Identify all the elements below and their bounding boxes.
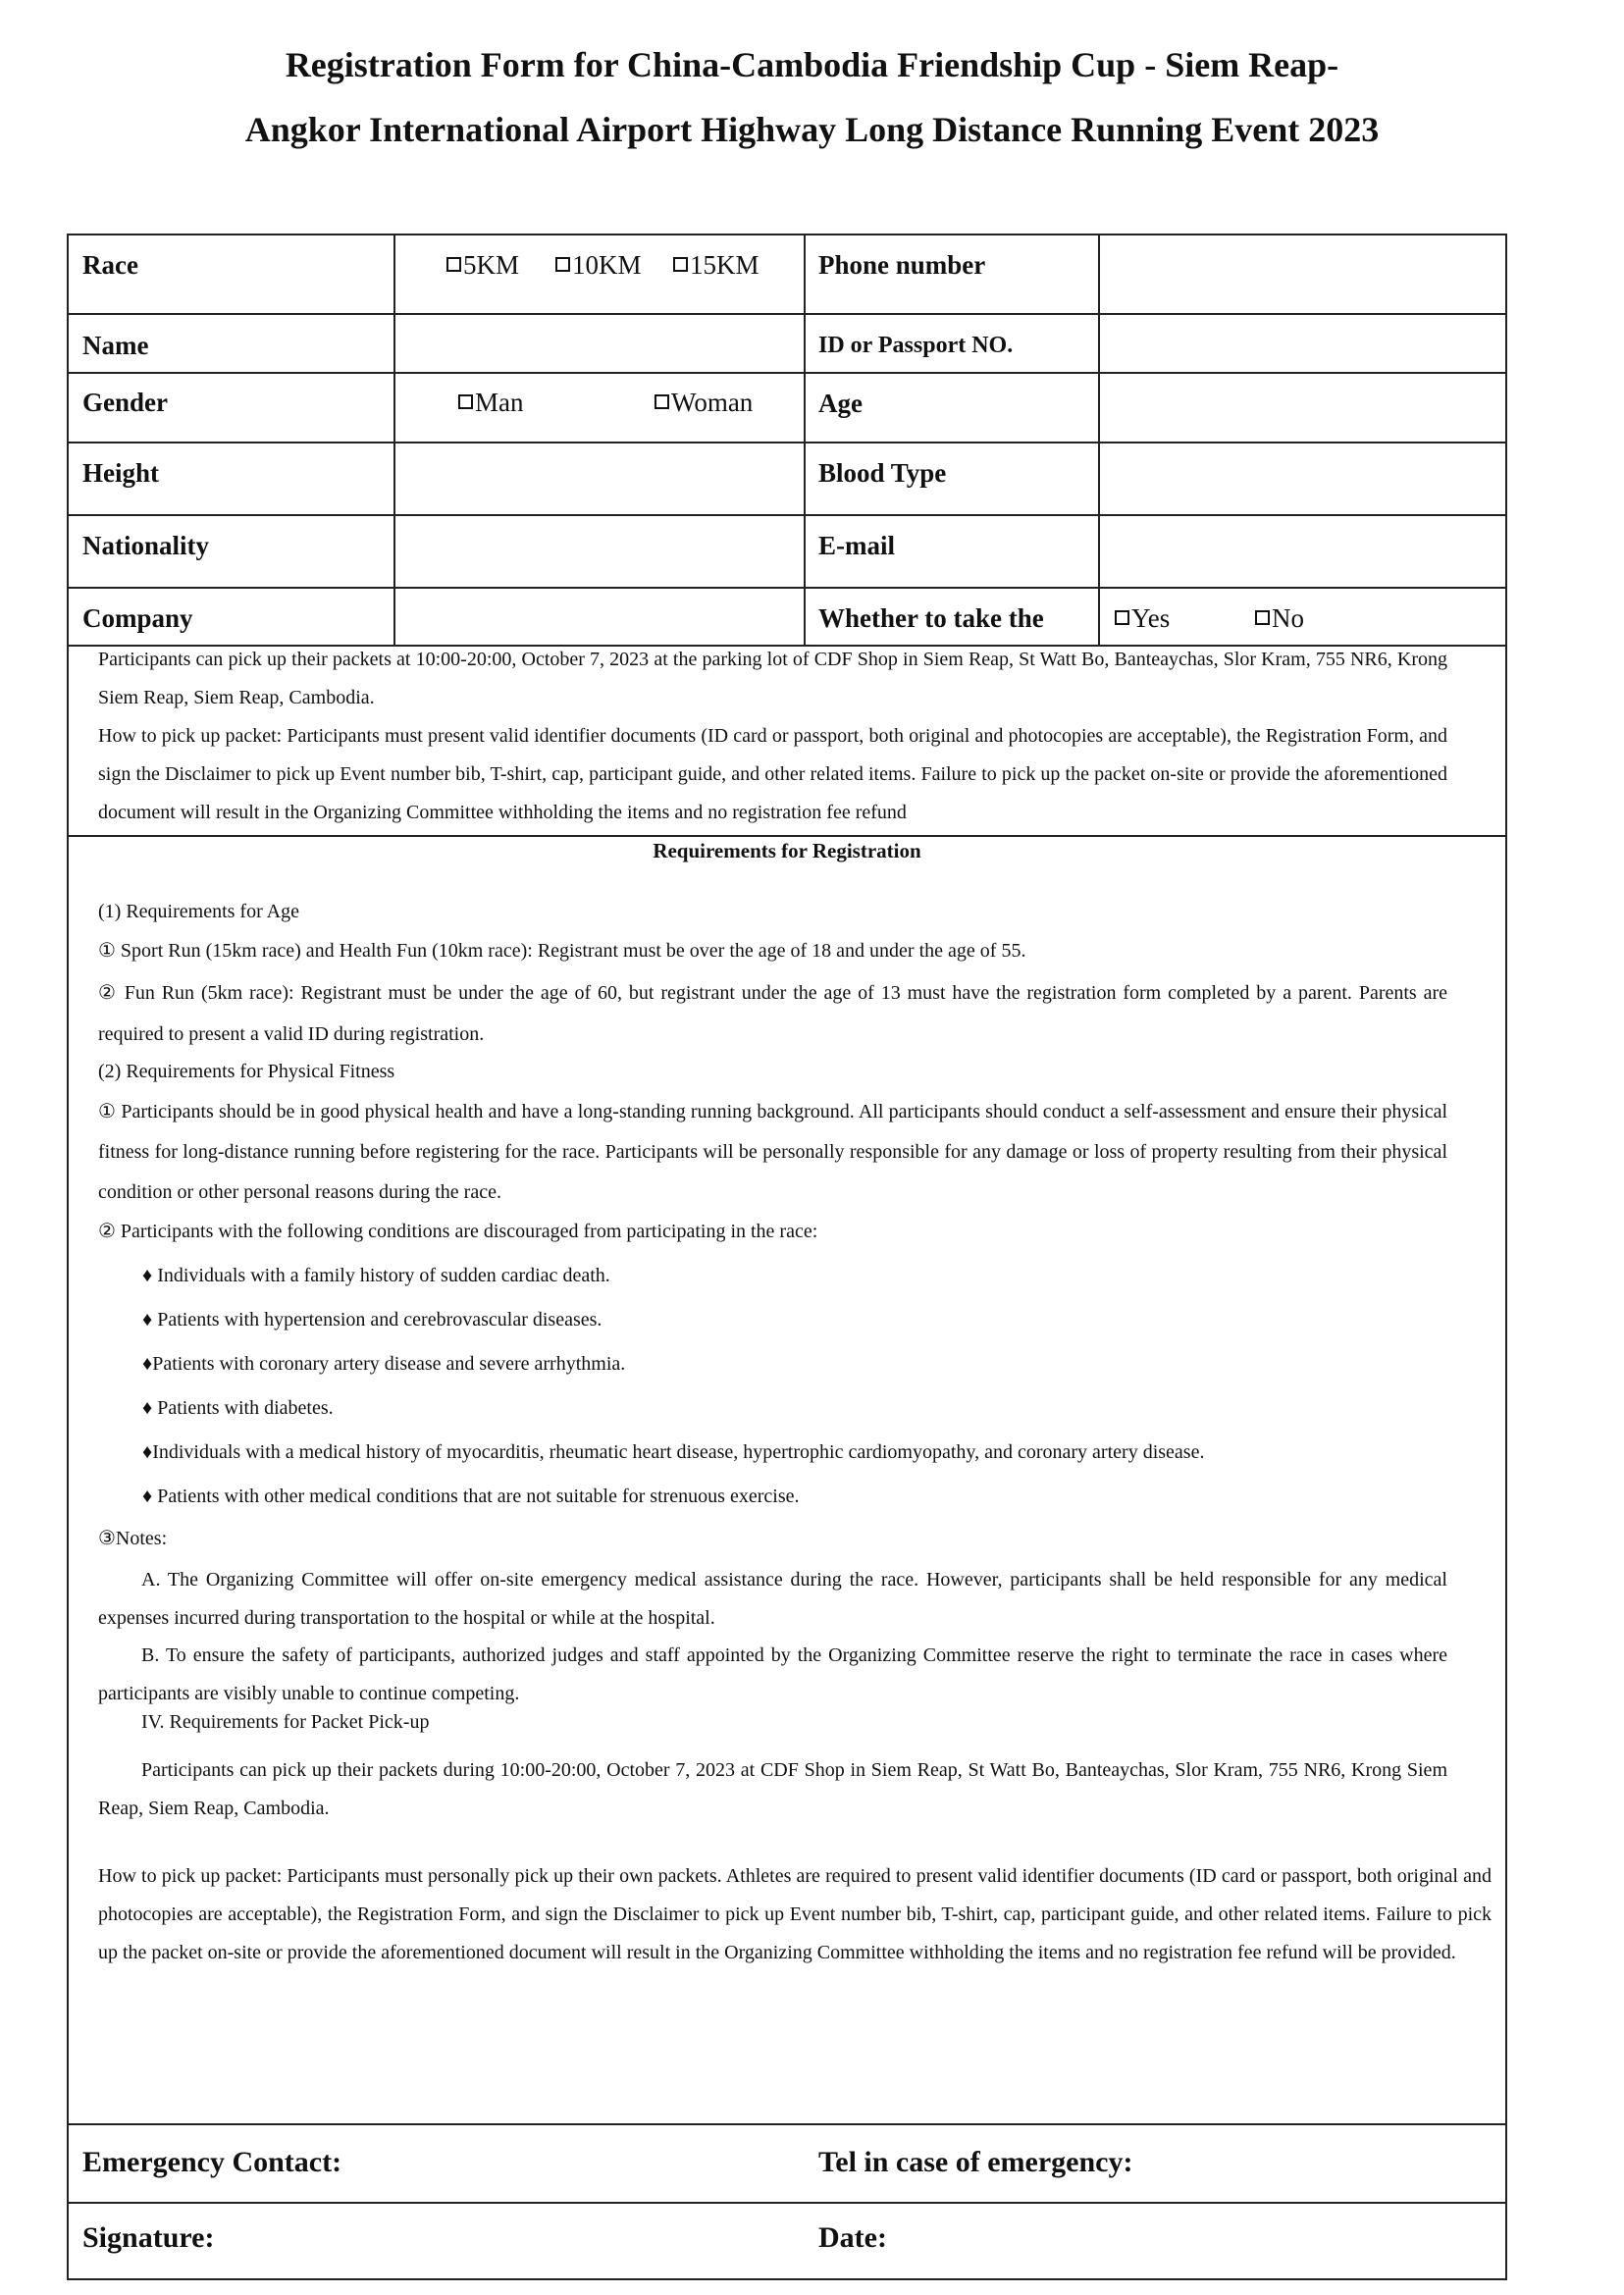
race-label: Race <box>82 250 138 280</box>
blood-type-label: Blood Type <box>818 458 947 488</box>
checkbox-icon[interactable] <box>1255 610 1270 625</box>
condition-item: ♦ Patients with hypertension and cerebrovascular diseases. <box>142 1309 602 1330</box>
checkbox-icon[interactable] <box>458 394 473 409</box>
checkbox-icon[interactable] <box>555 257 570 272</box>
nationality-field[interactable] <box>395 516 804 587</box>
note-b: B. To ensure the safety of participants, authorized judges and staff appointed by the Organizing Committee reserve the right to terminate the race in cases where participants are visibly unable to continue competing. <box>98 1644 1447 1704</box>
pickup-requirements-heading: IV. Requirements for Packet Pick-up <box>141 1711 430 1733</box>
row-divider <box>67 2202 1507 2204</box>
blood-type-field[interactable] <box>1100 443 1505 514</box>
notes-heading: ③Notes: <box>98 1528 168 1549</box>
name-field[interactable] <box>395 315 804 372</box>
checkbox-icon[interactable] <box>1115 610 1129 625</box>
race-option-10km[interactable]: 10KM <box>555 252 642 279</box>
date-label: Date: <box>818 2221 887 2254</box>
race-option-15km[interactable]: 15KM <box>673 252 760 279</box>
age-field[interactable] <box>1100 374 1505 442</box>
condition-item: ♦Individuals with a medical history of myocarditis, rheumatic heart disease, hypertrophic cardiomyopathy, and coronary artery disease. <box>142 1441 1205 1463</box>
age-label: Age <box>818 389 863 418</box>
condition-item: ♦ Individuals with a family history of sudden cardiac death. <box>142 1265 610 1286</box>
name-label: Name <box>82 331 149 360</box>
gender-label: Gender <box>82 388 168 417</box>
pickup-requirements-text: Participants can pick up their packets during 10:00-20:00, October 7, 2023 at CDF Shop in Siem Reap, St Watt Bo, Banteaychas, Slor Kram, 755 NR6, Krong Siem Reap, Siem Reap, Cambodia. <box>98 1759 1447 1819</box>
age-requirement-2: ② Fun Run (5km race): Registrant must be under the age of 60, but registrant under the age of 13 must have the registration form completed by a parent. Parents are required to present a valid ID during registration. <box>98 982 1447 1045</box>
gender-option-man[interactable]: Man <box>458 390 524 416</box>
emergency-tel-label: Tel in case of emergency: <box>818 2146 1133 2178</box>
signature-field[interactable] <box>226 2206 795 2274</box>
checkbox-icon[interactable] <box>655 394 669 409</box>
emergency-contact-field[interactable] <box>353 2127 805 2198</box>
pickup-notice-paragraph-2: How to pick up packet: Participants must present valid identifier documents (ID card or passport, both original and photocopies are acceptable), the Registration Form, and sign the Disclaimer to pick up Event number bib, T-shirt, cap, participant guide, and other related items. Failure to pick up the packet on-site or provide the aforementioned document will result in the Organizing Committee withholding the items and no registration fee refund <box>98 725 1447 823</box>
company-field[interactable] <box>395 589 804 645</box>
condition-item: ♦ Patients with other medical conditions that are not suitable for strenuous exercise. <box>142 1486 800 1507</box>
option-yes[interactable]: Yes <box>1115 605 1170 632</box>
pickup-notice-paragraph-1: Participants can pick up their packets at 10:00-20:00, October 7, 2023 at the parking lot of CDF Shop in Siem Reap, St Watt Bo, Banteaychas, Slor Kram, 755 NR6, Krong Siem Reap, Siem Reap, Cambodia. <box>98 649 1447 708</box>
phone-label: Phone number <box>818 250 986 280</box>
fitness-requirement-1: ① Participants should be in good physical health and have a long-standing running background. All participants should conduct a self-assessment and ensure their physical fitness for long-distance running before registering for the race. Participants will be personally responsible for any damage or loss of property resulting from their physical condition or other personal reasons during the race. <box>98 1101 1447 1203</box>
gender-option-woman[interactable]: Woman <box>655 390 753 416</box>
form-title-line-1: Registration Form for China-Cambodia Friendship Cup - Siem Reap- <box>285 45 1339 84</box>
height-field[interactable] <box>395 443 804 514</box>
fitness-requirements-heading: (2) Requirements for Physical Fitness <box>98 1061 395 1082</box>
race-option-5km[interactable]: 5KM <box>446 252 519 279</box>
condition-item: ♦ Patients with diabetes. <box>142 1397 334 1419</box>
how-to-pickup-text: How to pick up packet: Participants must personally pick up their own packets. Athletes are required to present valid identifier documents (ID card or passport, both original and photocopies are acceptable), the Registration Form, and sign the Disclaimer to pick up Event number bib, T-shirt, cap, participant guide, and other related items. Failure to pick up the packet on-site or provide the aforementioned document will result in the Organizing Committee withholding the items and no registration fee refund will be provided. <box>98 1865 1492 1963</box>
row-divider <box>67 835 1507 837</box>
emergency-contact-label: Emergency Contact: <box>82 2146 342 2178</box>
row-divider <box>67 2123 1507 2125</box>
note-a: A. The Organizing Committee will offer on-site emergency medical assistance during the race. However, participants shall be held responsible for any medical expenses incurred during transportation to the hospital or while at the hospital. <box>98 1569 1447 1629</box>
option-no[interactable]: No <box>1255 605 1304 632</box>
form-title-line-2: Angkor International Airport Highway Long Distance Running Event 2023 <box>244 110 1380 149</box>
company-label: Company <box>82 603 193 633</box>
checkbox-icon[interactable] <box>673 257 688 272</box>
fitness-requirement-2: ② Participants with the following conditions are discouraged from participating in the race: <box>98 1221 818 1242</box>
whether-label: Whether to take the <box>818 603 1044 633</box>
nationality-label: Nationality <box>82 531 210 560</box>
email-field[interactable] <box>1100 516 1505 587</box>
requirements-title: Requirements for Registration <box>653 839 921 862</box>
age-requirement-1: ① Sport Run (15km race) and Health Fun (10km race): Registrant must be over the age of 18 and under the age of 55. <box>98 940 1026 962</box>
age-requirements-heading: (1) Requirements for Age <box>98 901 299 922</box>
condition-item: ♦Patients with coronary artery disease and severe arrhythmia. <box>142 1353 626 1375</box>
emergency-tel-field[interactable] <box>1148 2127 1501 2198</box>
column-divider <box>804 234 806 645</box>
id-passport-field[interactable] <box>1100 315 1505 372</box>
checkbox-icon[interactable] <box>446 257 461 272</box>
id-passport-label: ID or Passport NO. <box>818 333 1014 358</box>
email-label: E-mail <box>818 531 895 560</box>
phone-field[interactable] <box>1100 235 1505 313</box>
signature-label: Signature: <box>82 2221 215 2254</box>
date-field[interactable] <box>893 2206 1501 2274</box>
height-label: Height <box>82 458 159 488</box>
